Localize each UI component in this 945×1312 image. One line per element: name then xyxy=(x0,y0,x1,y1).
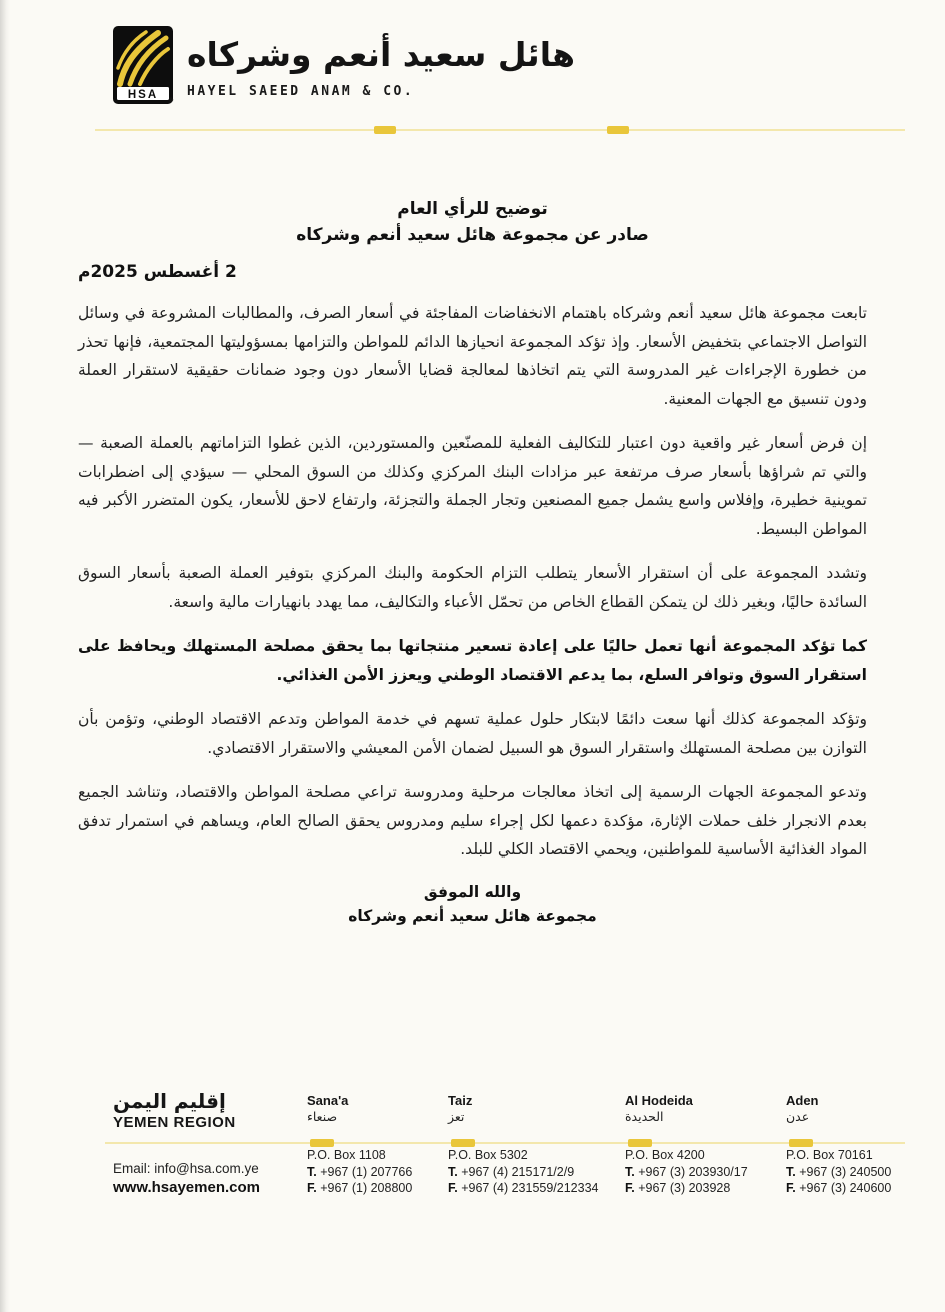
region-title-arabic: إقليم اليمن xyxy=(113,1089,226,1113)
logo-names xyxy=(187,26,575,99)
letterhead-divider xyxy=(95,129,905,131)
office-fax: F. +967 (4) 231559/212334 xyxy=(448,1181,599,1195)
hsa-logo-icon xyxy=(113,26,175,106)
office-tel: T. +967 (3) 240500 xyxy=(786,1164,892,1179)
office-contact xyxy=(448,1147,598,1197)
paragraph-5: وتؤكد المجموعة كذلك أنها سعت دائمًا لابتكار حلول عملية تسهم في خدمة المواطن وتدعم الاقتصاد الوطني، وتؤمن بأن التوازن بين مصلحة المستهلك واستقرار السوق هو السبيل لضمان الأمن المعيشي والاستقرار الاقتصادي. xyxy=(78,710,867,757)
office-name-en: Al Hodeida xyxy=(625,1093,693,1108)
office-tel: T. +967 (3) 203930/17 xyxy=(625,1164,748,1179)
office-name-en: Taiz xyxy=(448,1093,473,1108)
region-title-english: YEMEN REGION xyxy=(113,1114,236,1131)
letter-title: توضيح للرأي العام xyxy=(397,199,548,219)
divider-accent-dash xyxy=(374,126,396,134)
office-fax: F. +967 (3) 203928 xyxy=(625,1181,731,1195)
closing-signature: مجموعة هائل سعيد أنعم وشركاه xyxy=(348,906,597,925)
office-name-ar: عدن xyxy=(786,1109,810,1124)
office-tel: T. +967 (1) 207766 xyxy=(307,1164,413,1179)
office-name-ar: الحديدة xyxy=(625,1109,664,1124)
office-tel: T. +967 (4) 215171/2/9 xyxy=(448,1164,575,1179)
letter-subtitle: صادر عن مجموعة هائل سعيد أنعم وشركاه xyxy=(296,225,649,245)
office-al-hodeida xyxy=(625,1093,775,1197)
office-fax: F. +967 (3) 240600 xyxy=(786,1181,892,1195)
company-name-latin: HAYEL SAEED ANAM & CO. xyxy=(187,84,415,99)
office-name-ar: تعز xyxy=(448,1109,465,1124)
office-contact xyxy=(786,1147,936,1197)
office-aden xyxy=(786,1093,936,1197)
paragraph-3: وتشدد المجموعة على أن استقرار الأسعار يتطلب التزام الحكومة والبنك المركزي بتوفير العملة الصعبة بأسعار السوق السائدة حاليًا، وبغير ذلك لن يتمكن القطاع الخاص من تحمّل الأعباء والتكاليف، مما يهدد بانهيارات مالية واسعة. xyxy=(78,564,867,611)
office-name-en: Sana'a xyxy=(307,1093,349,1108)
office-pobox: P.O. Box 1108 xyxy=(307,1148,386,1162)
office-pobox: P.O. Box 70161 xyxy=(786,1148,873,1162)
logo-monogram: HSA xyxy=(127,89,159,101)
closing-salutation: والله الموفق xyxy=(423,882,522,901)
paragraph-6: وتدعو المجموعة الجهات الرسمية إلى اتخاذ معالجات مرحلية ومدروسة تراعي مصلحة المواطن والاقتصاد، وتناشد الجميع بعدم الانجرار خلف حملات الإثارة، مؤكدة دعمها لكل إجراء سليم ومدروس يحقق الصالح العام، ويساهم في استمرار تدفق المواد الغذائية الأساسية للمواطنين، ويحمي الاقتصاد الكلي للبلد. xyxy=(78,783,867,858)
letter-body xyxy=(78,196,867,928)
office-pobox: P.O. Box 4200 xyxy=(625,1148,705,1162)
email-address: Email: info@hsa.com.ye xyxy=(113,1161,259,1176)
region-contact xyxy=(113,1159,298,1198)
closing-block xyxy=(78,880,867,928)
office-fax: F. +967 (1) 208800 xyxy=(307,1181,413,1195)
company-name-arabic: هائل سعيد أنعم وشركاه xyxy=(187,35,575,74)
company-logo xyxy=(113,26,575,106)
office-sanaa xyxy=(307,1093,457,1197)
office-contact xyxy=(625,1147,775,1197)
office-pobox: P.O. Box 5302 xyxy=(448,1148,528,1162)
paragraph-4-emphasis: كما تؤكد المجموعة أنها تعمل حاليًا على إعادة تسعير منتجاتها بما يحقق مصلحة المستهلك ويحافظ على استقرار السوق وتوافر السلع، بما يدعم الاقتصاد الوطني ويعزز الأمن الغذائي. xyxy=(78,637,867,684)
website-url: www.hsayemen.com xyxy=(113,1179,260,1196)
office-name-en: Aden xyxy=(786,1093,819,1108)
office-name-ar: صنعاء xyxy=(307,1109,338,1124)
paragraph-2: إن فرض أسعار غير واقعية دون اعتبار للتكاليف الفعلية للمصنّعين والمستوردين، الذين غطوا التزاماتهم بالعملة الصعبة — والتي تم شراؤها بأسعار صرف مرتفعة عبر مزادات البنك المركزي وكذلك من السوق المحلي — سيؤدي إلى اضطرابات تموينية خطيرة، وإفلاس واسع يشمل جميع المصنعين وتجار الجملة والتجزئة، وارتفاع لاحق للأسعار، يكون المتضرر الأكبر فيه المواطن البسيط. xyxy=(78,434,867,538)
office-taiz xyxy=(448,1093,598,1197)
letterhead-footer xyxy=(0,1085,945,1235)
letter-date: 2 أغسطس 2025م xyxy=(78,262,237,282)
registered-mark: ® xyxy=(168,97,174,104)
paragraph-1: تابعت مجموعة هائل سعيد أنعم وشركاه باهتمام الانخفاضات المفاجئة في أسعار الصرف، والمطالبات المشروعة في وسائل التواصل الاجتماعي بتخفيض الأسعار. وإذ تؤكد المجموعة انحيازها الدائم للمواطن والتزامها بمسؤوليتها المجتمعية، فإنها تحذر من خطورة الإجراءات غير المدروسة التي يتم اتخاذها لمعالجة قضايا الأسعار دون وجود ضمانات حقيقية لاستقرار العملة ودون تنسيق مع الجهات المعنية. xyxy=(78,304,867,408)
office-contact xyxy=(307,1147,457,1197)
divider-accent-dash xyxy=(607,126,629,134)
